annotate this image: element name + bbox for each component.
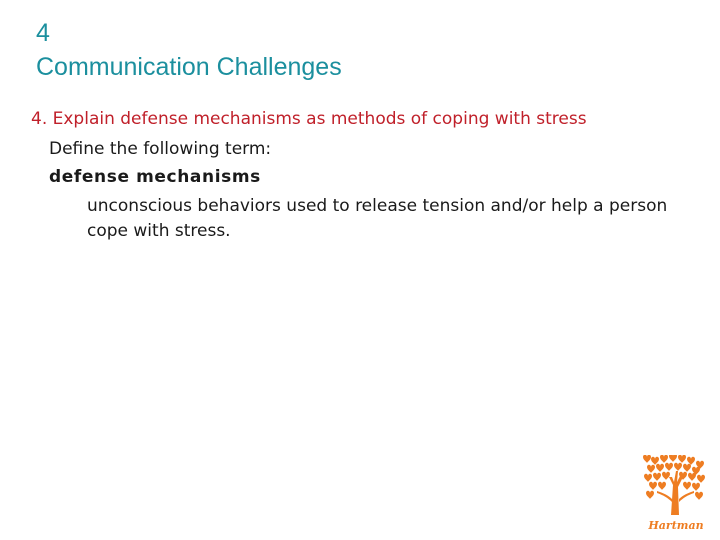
term-intro: Define the following term: bbox=[49, 139, 272, 159]
logo-wordmark: Hartman bbox=[648, 519, 704, 532]
chapter-number: 4 bbox=[36, 19, 50, 47]
term-name: defense mechanisms bbox=[49, 167, 261, 187]
learning-objective: 4. Explain defense mechanisms as methods of coping with stress bbox=[31, 109, 587, 129]
chapter-title: Communication Challenges bbox=[36, 53, 342, 81]
term-definition: unconscious behaviors used to release tension and/or help a person cope with stress. bbox=[87, 196, 668, 241]
hartman-tree-of-hearts-icon bbox=[643, 455, 709, 533]
slide-title bbox=[36, 16, 342, 84]
hartman-logo bbox=[643, 455, 709, 533]
